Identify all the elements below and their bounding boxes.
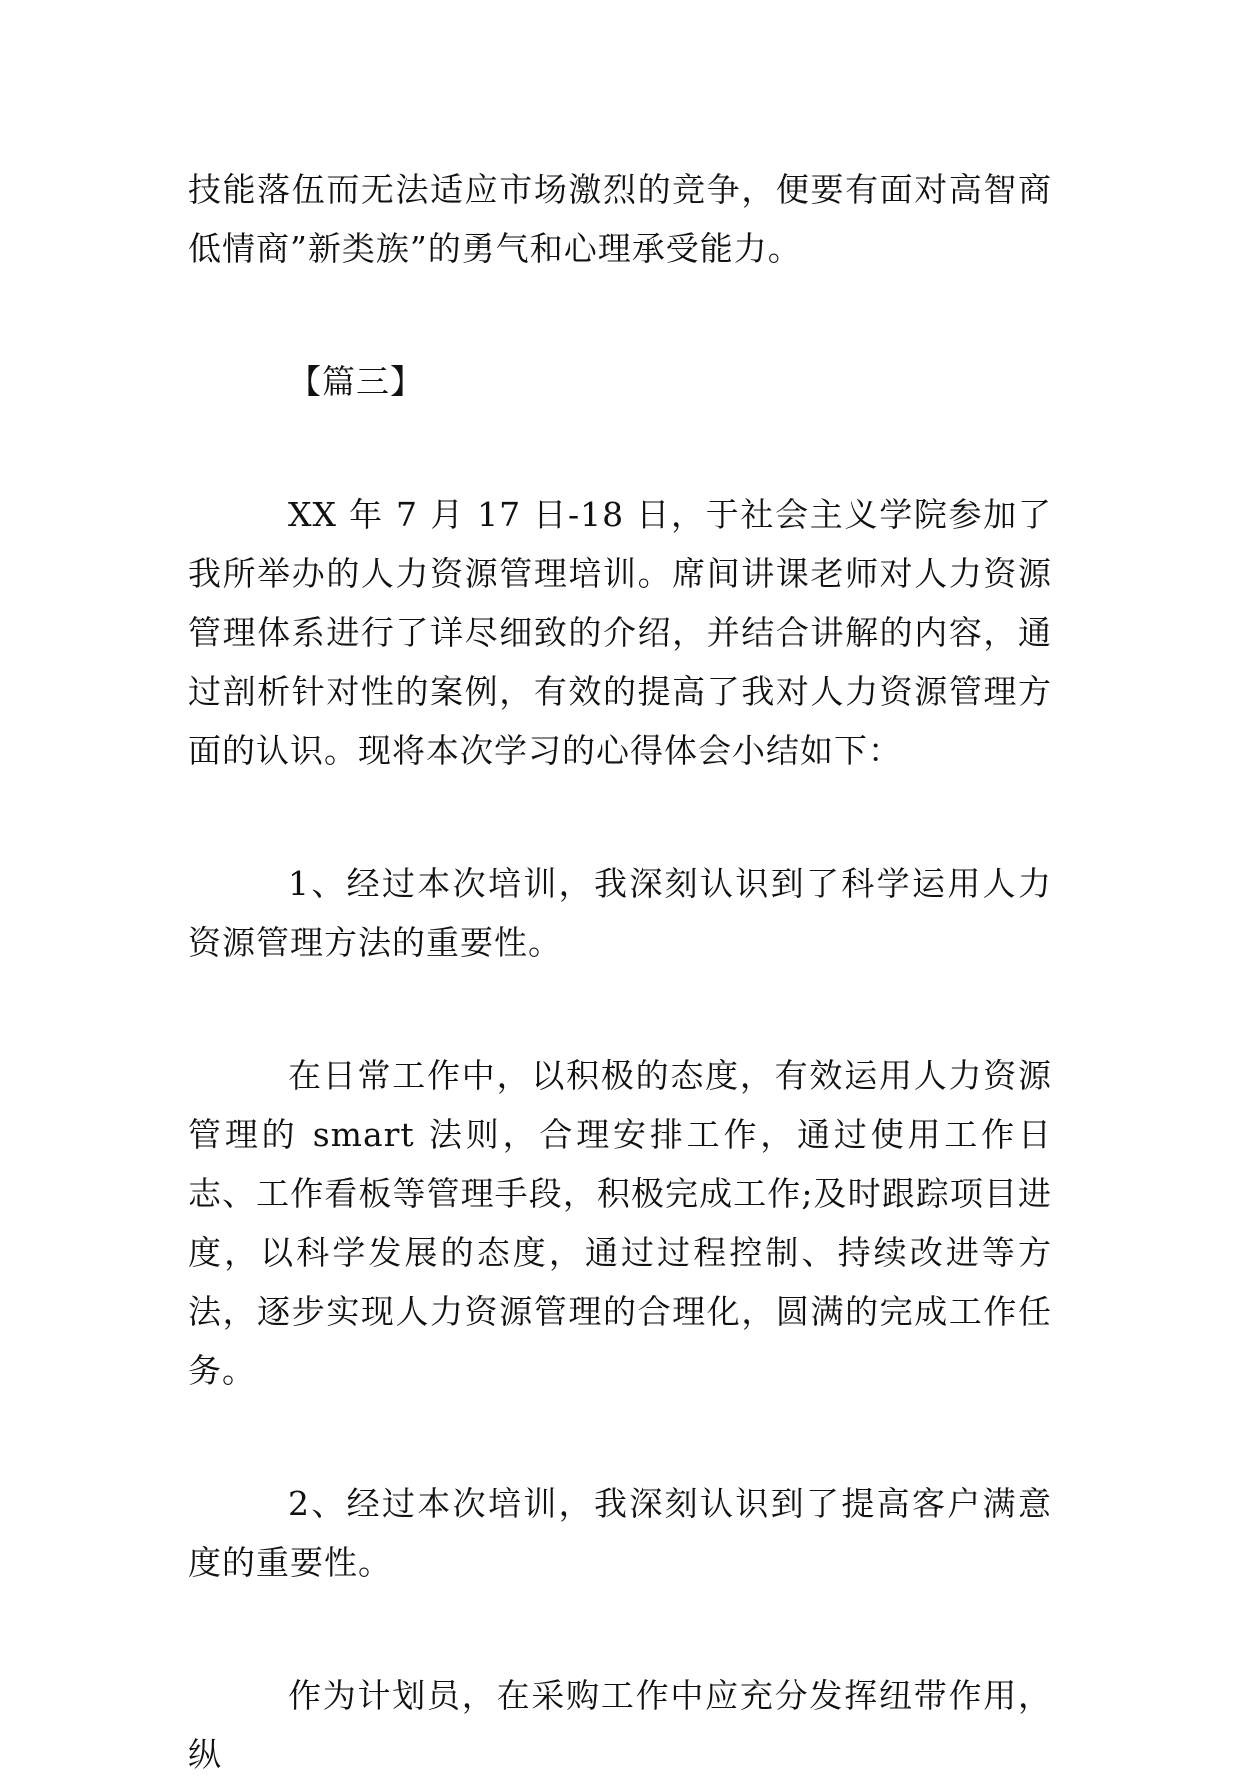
paragraph-gap bbox=[188, 411, 1052, 485]
paragraph-intro: XX 年 7 月 17 日-18 日，于社会主义学院参加了我所举办的人力资源管理培训。席间讲课老师对人力资源管理体系进行了详尽细致的介绍，并结合讲解的内容，通过剖析针对性的案例，有效的提高了我对人力资源管理方面的认识。现将本次学习的心得体会小结如下： bbox=[188, 495, 1052, 770]
paragraph-continuation: 技能落伍而无法适应市场激烈的竞争，便要有面对高智商低情商”新类族”的勇气和心理承受能力。 bbox=[188, 170, 1052, 268]
paragraph-gap bbox=[188, 972, 1052, 1046]
paragraph-gap bbox=[188, 278, 1052, 352]
paragraph-point-2: 2、经过本次培训，我深刻认识到了提高客户满意度的重要性。 bbox=[188, 1484, 1052, 1582]
section-heading: 【篇三】 bbox=[288, 362, 424, 401]
paragraph-point-1: 1、经过本次培训，我深刻认识到了科学运用人力资源管理方法的重要性。 bbox=[188, 864, 1052, 962]
paragraph-point-1-detail: 在日常工作中，以积极的态度，有效运用人力资源管理的 smart 法则，合理安排工作，通过使用工作日志、工作看板等管理手段，积极完成工作;及时跟踪项目进度，以科学发展的态度，通过过程控制、持续改进等方法，逐步实现人力资源管理的合理化，圆满的完成工作任务。 bbox=[188, 1056, 1052, 1390]
paragraph-point-2-detail: 作为计划员，在采购工作中应充分发挥纽带作用，纵 bbox=[188, 1676, 1052, 1774]
paragraph-gap bbox=[188, 780, 1052, 854]
paragraph-gap bbox=[188, 1592, 1052, 1666]
paragraph-gap bbox=[188, 1400, 1052, 1474]
document-body bbox=[188, 160, 1052, 1784]
